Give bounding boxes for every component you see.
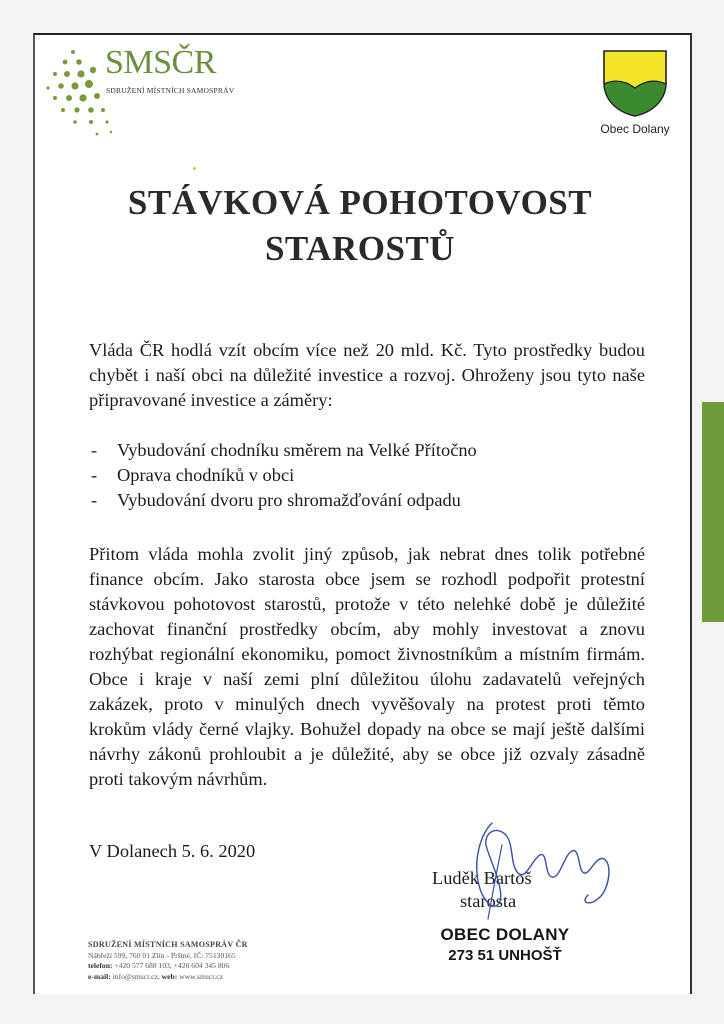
- list-item: - Vybudování dvoru pro shromažďování odpadu: [89, 488, 477, 513]
- signatory-role: starosta: [460, 891, 517, 911]
- footer-phone-line: [88, 961, 288, 972]
- investments-list: [89, 438, 477, 513]
- footer-org: SDRUŽENÍ MÍSTNÍCH SAMOSPRÁV ČR: [88, 940, 248, 949]
- footer-email: info@smscr.cz,: [112, 971, 160, 981]
- footer-phone-label: telefon:: [88, 961, 113, 970]
- title-line-1: STÁVKOVÁ POHOTOVOST: [127, 183, 593, 222]
- list-item: - Vybudování chodníku směrem na Velké Přítočno: [89, 438, 477, 463]
- footer-phone: +420 577 688 103, +420 604 345 806: [114, 961, 230, 970]
- municipality-name: Obec Dolany: [600, 122, 670, 136]
- signatory-name: Luděk Bartoš: [432, 868, 532, 888]
- logo-subtitle: SDRUŽENÍ MÍSTNÍCH SAMOSPRÁV: [106, 86, 235, 95]
- scan-speck: [193, 167, 196, 170]
- footer-address: Nábřeží 599, 760 01 Zlín - Prštné, IČ: 75130165: [88, 950, 236, 960]
- list-item: - Oprava chodníků v obci: [89, 463, 477, 488]
- smscr-logo: [45, 40, 255, 140]
- green-edge-strip: [702, 402, 724, 622]
- date-place: V Dolanech 5. 6. 2020: [89, 841, 256, 861]
- handwritten-signature: [440, 815, 625, 935]
- footer-web-label: web:: [161, 971, 178, 981]
- paragraph-intro: Vláda ČR hodlá vzít obcím více než 20 mld. Kč. Tyto prostředky budou chybět i naší obci na důležité investice a rozvoj. Ohroženy jsou tyto naše připravované investice a záměry:: [89, 340, 645, 410]
- municipal-crest-icon: [601, 48, 669, 118]
- footer-email-line: [88, 972, 288, 983]
- document-title: [40, 180, 680, 272]
- stamp-line-2: 273 51 UNHOŠŤ: [448, 947, 562, 964]
- paragraph-main: Přitom vláda mohla zvolit jiný způsob, jak nebrat dnes tolik potřebné finance obcím. Jako starosta obce jsem se rozhodl podpořit protestní stávkovou pohotovost starostů, protože v této nelehké době je důležité zachovat finanční prostředky obcím, aby mohly investovat a znovu rozhýbat regionální ekonomiku, pomoct živnostníkům a místním firmám. Obce i kraje v naší zemi plní důležitou úlohu zadavatelů veřejných zakázek, proto v minulých dnech vyvěšovaly na protest proti těmto krokům vlády černé vlajky. Bohužel dopady na obce se mají ještě dalšími návrhy zákonů prohloubit a je důležité, aby se obce již ozvaly zásadně proti takovým návrhům.: [89, 544, 645, 789]
- title-line-2: STAROSTŮ: [264, 229, 456, 268]
- municipal-stamp: [439, 924, 571, 966]
- logo-name: SMSČR: [105, 44, 216, 81]
- stamp-line-1: OBEC DOLANY: [440, 925, 570, 944]
- footer-email-label: e-mail:: [88, 971, 111, 981]
- footer-contact: [88, 940, 288, 982]
- footer-web: www.smscr.cz: [179, 971, 223, 981]
